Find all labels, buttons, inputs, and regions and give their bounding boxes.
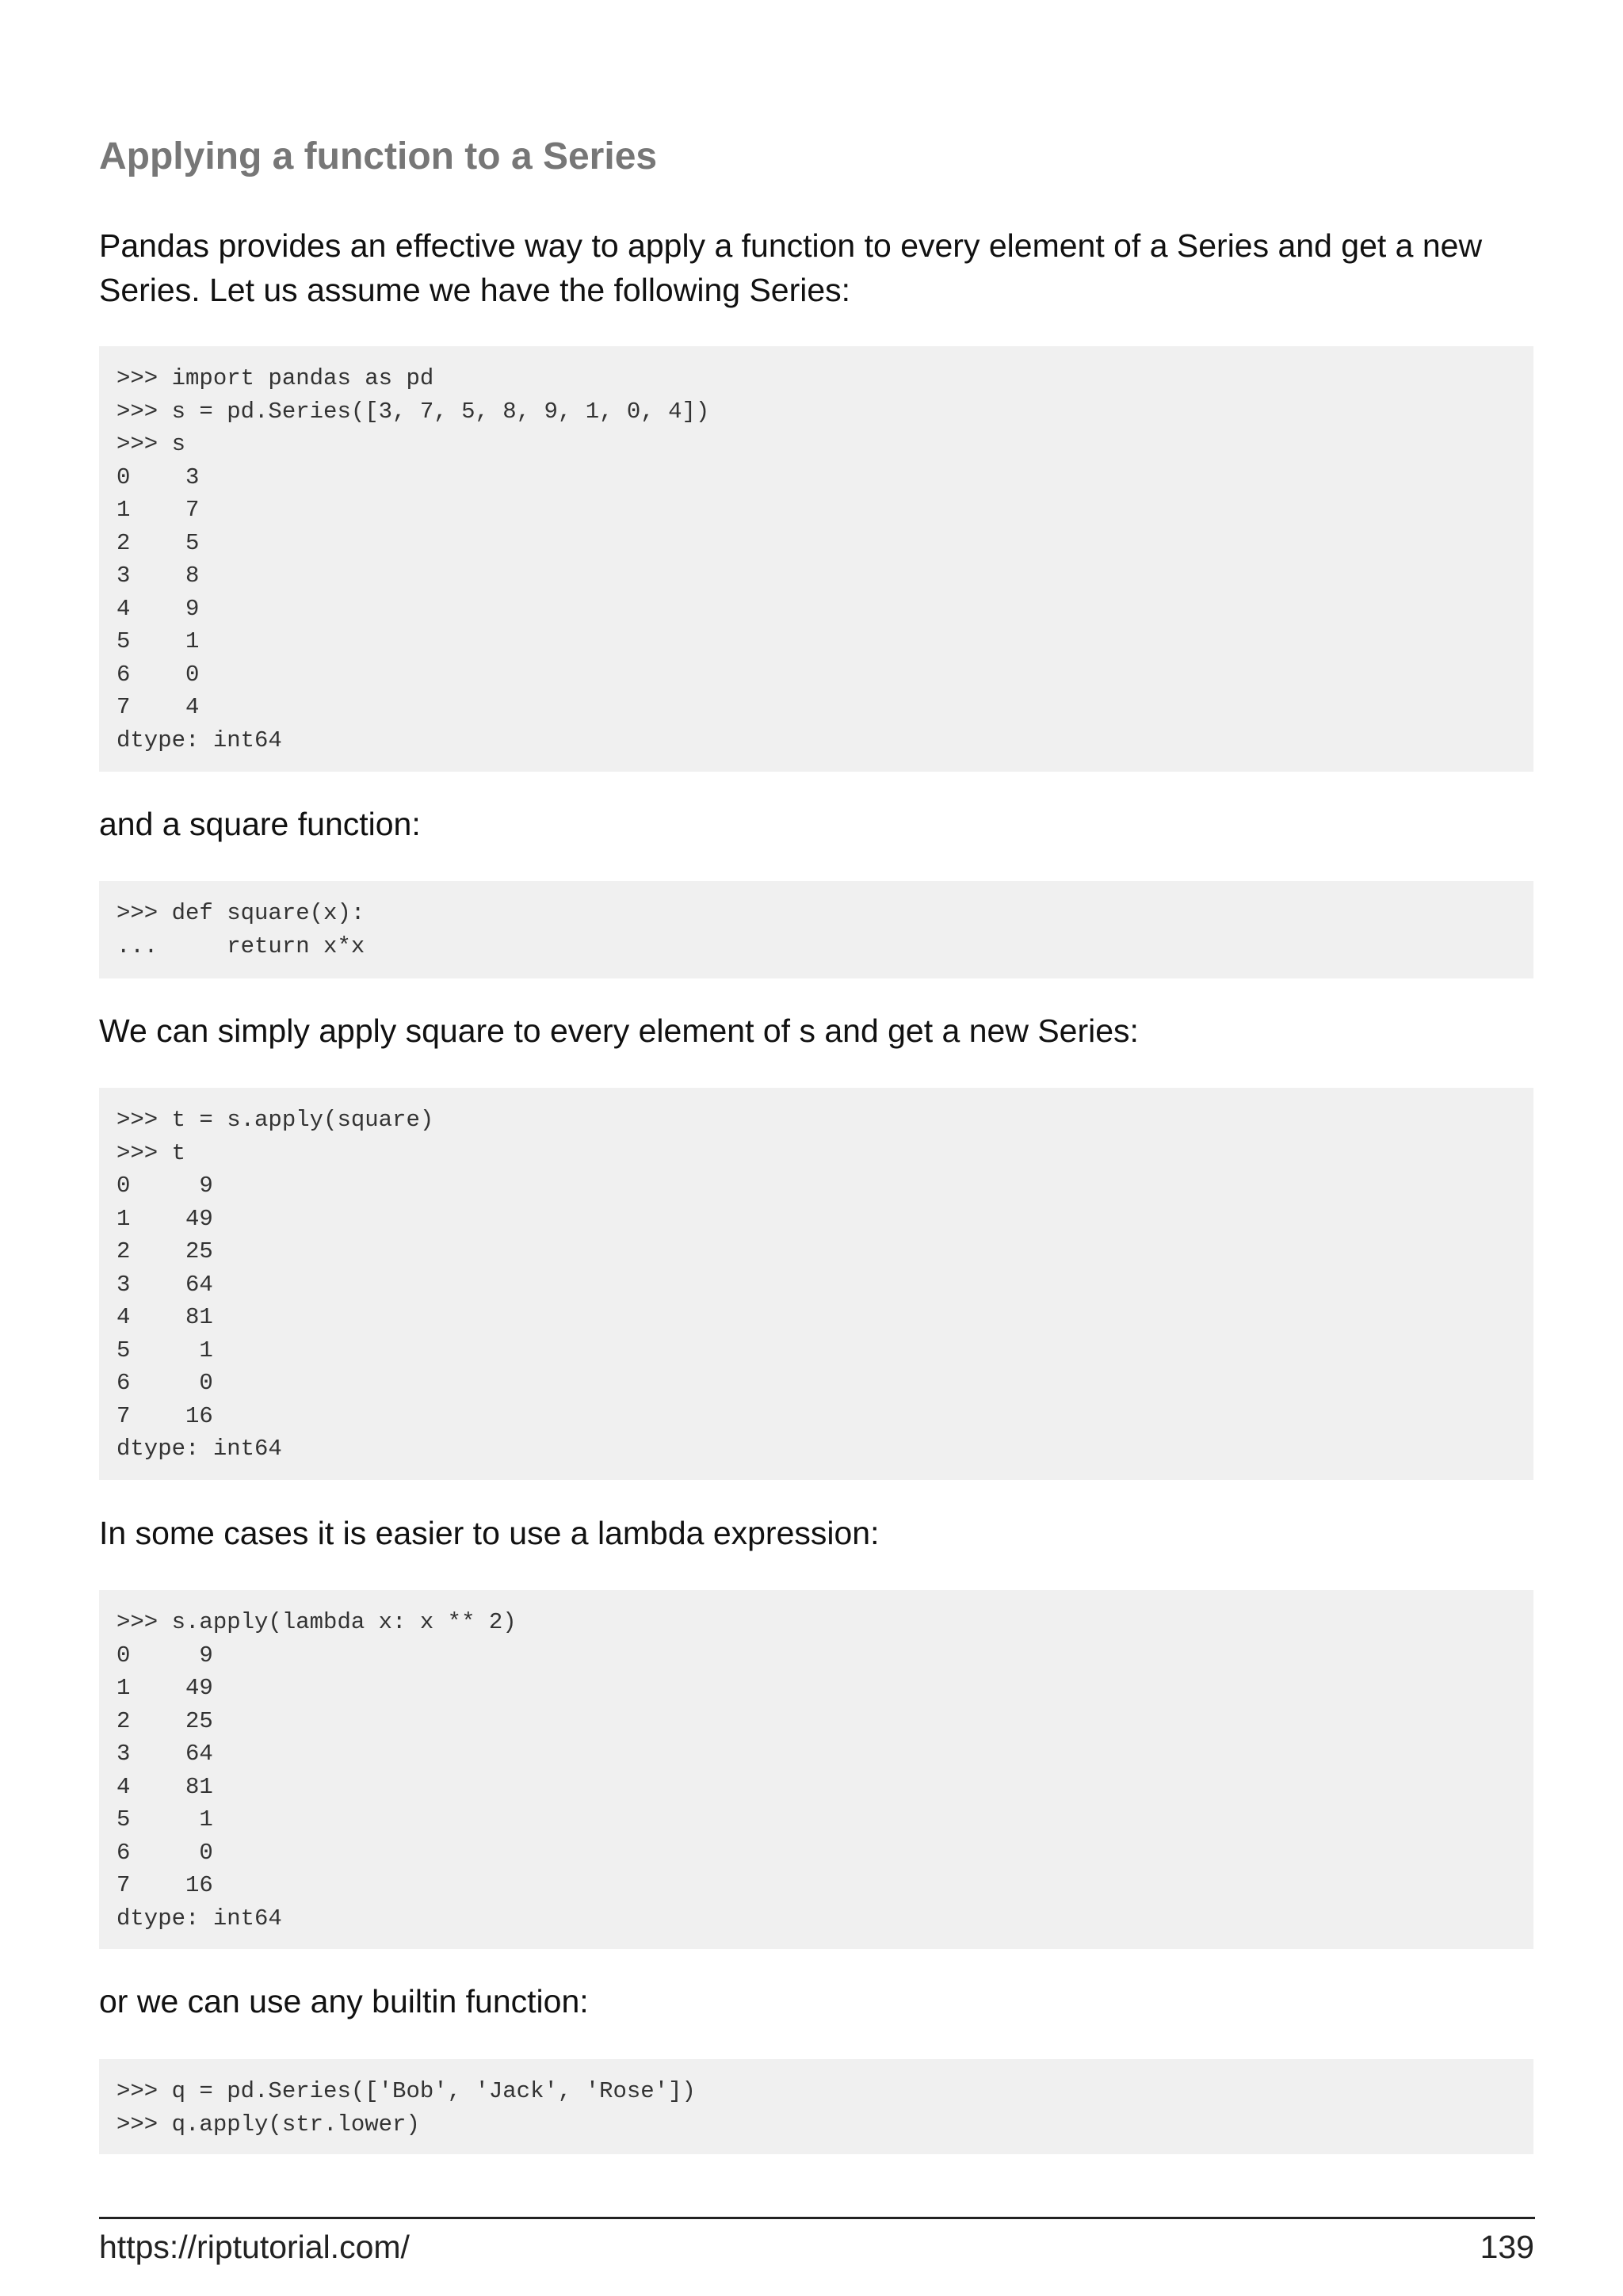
code-line: 2 25 [116,1707,213,1734]
code-line: 5 1 [116,1806,213,1833]
code-line: >>> q.apply(str.lower) [116,2111,420,2138]
code-line: dtype: int64 [116,1905,282,1932]
code-line: >>> q = pd.Series(['Bob', 'Jack', 'Rose']) [116,2078,696,2104]
code-line: 1 49 [116,1205,213,1232]
code-block-apply-lambda [99,1590,1533,1949]
code-block-apply-square [99,1088,1533,1480]
code-block-series-create [99,346,1533,772]
page-number: 139 [1480,2229,1534,2265]
apply-square-paragraph: We can simply apply square to every element of s and get a new Series: [99,1013,1139,1049]
section-heading: Applying a function to a Series [99,135,658,177]
square-function-paragraph: and a square function: [99,806,421,842]
code-line: 0 3 [116,463,200,490]
code-line: >>> t = s.apply(square) [116,1107,434,1133]
code-line: 2 5 [116,529,200,556]
code-line: dtype: int64 [116,727,282,753]
code-line: 4 9 [116,595,200,622]
code-line: dtype: int64 [116,1436,282,1462]
code-block-apply-builtin [99,2059,1533,2154]
code-line: 7 16 [116,1402,213,1429]
code-line: >>> t [116,1139,186,1166]
builtin-paragraph: or we can use any builtin function: [99,1983,589,2019]
code-line: 1 7 [116,497,200,523]
lambda-paragraph: In some cases it is easier to use a lambda expression: [99,1515,880,1551]
code-line: 1 49 [116,1675,213,1701]
code-line: 3 64 [116,1741,213,1767]
code-line: 4 81 [116,1773,213,1800]
footer-divider [99,2217,1535,2219]
code-line: 0 9 [116,1173,213,1199]
code-line: >>> import pandas as pd [116,365,434,391]
intro-paragraph: Pandas provides an effective way to apply a function to every element of a Series and get a new Series. Let us assume we have the following Series: [99,227,1483,308]
code-line: >>> s [116,431,186,457]
footer-url-link[interactable]: https://riptutorial.com/ [99,2229,410,2265]
code-line: 6 0 [116,1839,213,1866]
code-line: 2 25 [116,1238,213,1264]
code-block-square-def [99,881,1533,978]
code-line: 0 9 [116,1642,213,1669]
code-line: >>> def square(x): [116,900,365,926]
code-line: 3 8 [116,563,200,589]
code-line: 4 81 [116,1304,213,1330]
code-line: ... return x*x [116,933,365,959]
code-line: 3 64 [116,1271,213,1298]
code-line: 7 16 [116,1872,213,1898]
code-line: 6 0 [116,661,200,688]
code-line: 7 4 [116,694,200,720]
code-line: 5 1 [116,628,200,654]
code-line: >>> s.apply(lambda x: x ** 2) [116,1609,517,1635]
code-line: >>> s = pd.Series([3, 7, 5, 8, 9, 1, 0, 4]) [116,398,710,425]
code-line: 5 1 [116,1337,213,1363]
code-line: 6 0 [116,1370,213,1396]
